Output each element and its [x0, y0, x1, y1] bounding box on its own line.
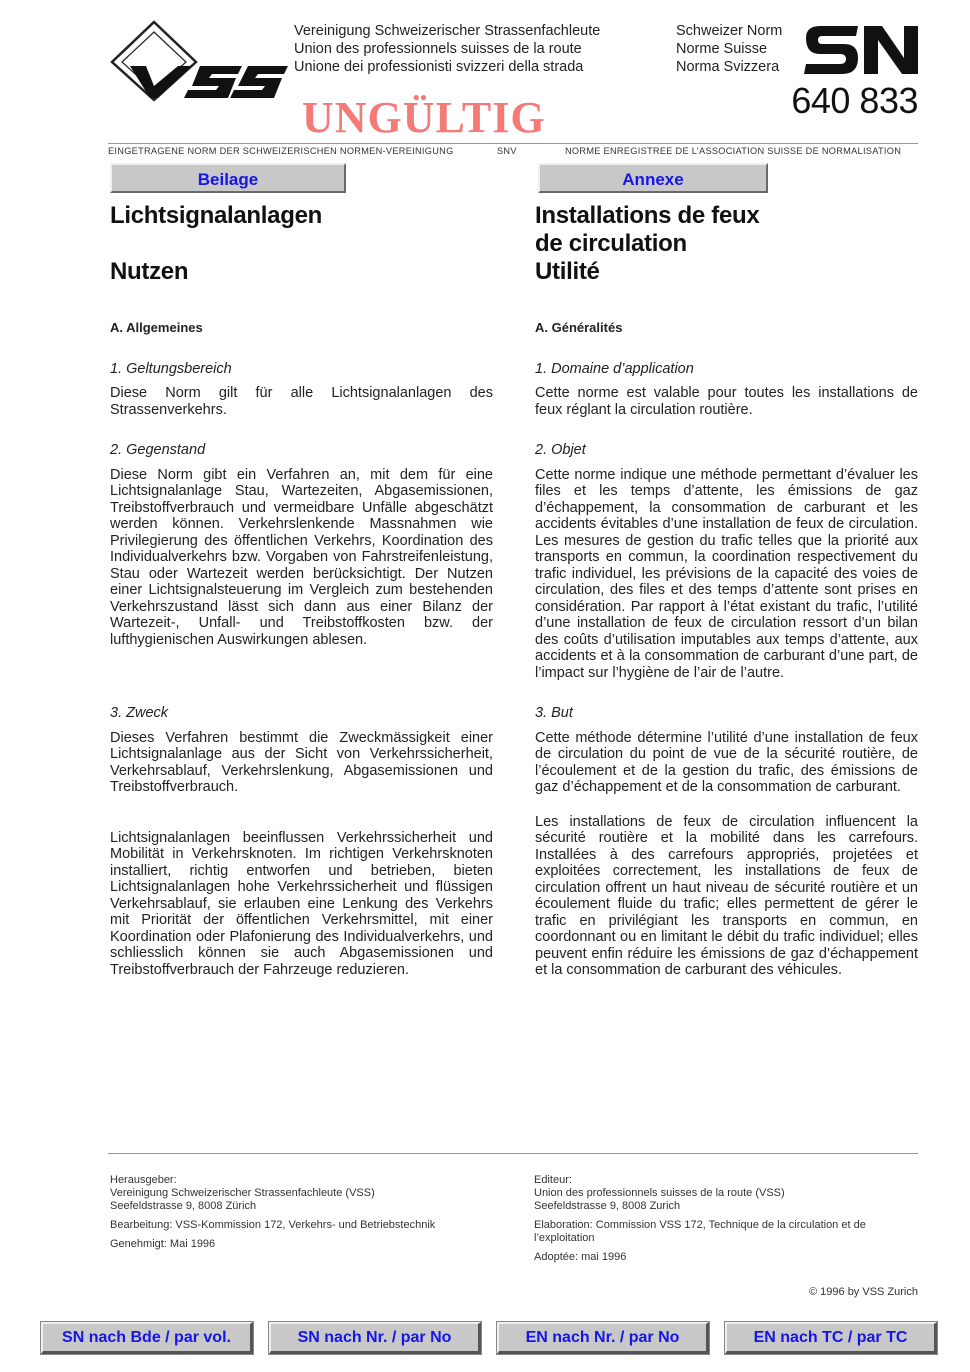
publisher-name: Vereinigung Schweizerischer Strassenfachleute (VSS)	[110, 1187, 375, 1199]
approval-date: Genehmigt: Mai 1996	[110, 1238, 216, 1250]
nav-en-by-number-button[interactable]: EN nach Nr. / par No	[497, 1322, 709, 1354]
norm-type-lines	[676, 22, 782, 76]
paragraph: Cette norme est valable pour toutes les installations de feux réglant la circulation routière.	[535, 385, 918, 418]
org-name-fr: Union des professionnels suisses de la route	[294, 41, 582, 57]
norm-type-fr: Norme Suisse	[676, 41, 768, 57]
vss-logo	[108, 20, 288, 102]
publisher-address: Seefeldstrasse 9, 8008 Zurich	[534, 1200, 681, 1212]
registered-note-snv: SNV	[497, 146, 517, 156]
paragraph: Cette norme indique une méthode permettant d’évaluer les files et les temps d’attente, les émissions de gaz d’échappement, la consommation de carburant et les accidents évitables d’une installation de feux de circulation. Les mesures de gestion du trafic telles que la priorité aux transports en commun, la coordination respectivement du trafic individuel, les prévisions de la capacité des voies de circulation, des files et des temps d’attente sont prises en considération. Par rapport à l’état existant du trafic, l’utilité d’une installation de feux de circulation ressort d’un bilan des coûts d’utilisation imputables aux temps d’attente, aux accidents et à la consommation de carburant d’une part, de l’impact sur l’hygiène de l’air de l’autre.	[535, 466, 918, 681]
subsection-heading: 1. Domaine d’application	[535, 360, 694, 377]
paragraph: Dieses Verfahren bestimmt die Zweckmässigkeit einer Lichtsignalanlage aus der Sicht von Verkehrssicherheit, Verkehrsablauf, Verkehrslenkung, Abgasemissionen und Treibstoffverbrauch.	[110, 729, 493, 795]
subsection-heading: 2. Gegenstand	[110, 442, 206, 458]
header-rule	[108, 143, 918, 144]
column-german	[110, 202, 493, 978]
sn-logo	[802, 24, 920, 76]
subsection-heading: 2. Objet	[535, 442, 586, 458]
editing-note: Elaboration: Commission VSS 172, Technique de la circulation et de l’exploitation	[534, 1219, 866, 1244]
norm-type-it: Norma Svizzera	[676, 59, 780, 75]
paragraph: Diese Norm gibt ein Verfahren an, mit dem für eine Lichtsignalanlage Stau, Wartezeiten, Abgasemissionen, Treibstoffverbrauch und vermeidbare Unfälle abgeschätzt werden können. Verkehrslenkende Massnahmen wie Privilegierung des öffentlichen Verkehrs, Koordination des Individualverkehrs bzw. Vorgaben von Fahrstreifenleistung, Stau oder Wartezeit werden berücksichtigt. Der Nutzen einer Lichtsignalsteuerung im Vergleich zum bestehenden Verkehrszustand lässt sich dann aus einer Bilanz der Wartezeit-, Unfall- und Treibstoffkosten bzw. der lufthygienischen Auswirkungen ablesen.	[110, 466, 493, 648]
document-title-de	[110, 202, 493, 286]
norm-type-de: Schweizer Norm	[676, 23, 783, 39]
invalid-stamp: UNGÜLTIG	[302, 93, 546, 142]
registered-note-de: EINGETRAGENE NORM DER SCHWEIZERISCHEN NORMEN-VEREINIGUNG	[108, 146, 454, 156]
paragraph: Cette méthode détermine l’utilité d’une installation de feux de circulation du point de vue de la sécurité routière, de l’écoulement et de la gestion du trafic, des émissions de gaz d’échappement et de la consommation de carburant.	[535, 729, 918, 795]
subsection-heading: 3. Zweck	[110, 705, 169, 721]
nav-sn-by-volume-button[interactable]: SN nach Bde / par vol.	[41, 1322, 253, 1354]
section-heading: A. Allgemeines	[110, 320, 203, 335]
footer-french	[534, 1174, 914, 1270]
org-name-it: Unione dei professionisti svizzeri della strada	[294, 59, 584, 75]
org-name-de: Vereinigung Schweizerischer Strassenfachleute	[294, 23, 601, 39]
document-title-fr	[535, 202, 918, 286]
label-beilage: Beilage	[110, 163, 346, 193]
title-line-3: Utilité	[535, 258, 600, 285]
publisher-label: Editeur:	[534, 1174, 572, 1186]
norm-number: 640 833	[791, 80, 918, 121]
publisher-label: Herausgeber:	[110, 1174, 177, 1186]
footer-rule	[108, 1153, 918, 1154]
approval-date: Adoptée: mai 1996	[534, 1251, 627, 1263]
paragraph: Les installations de feux de circulation influencent la sécurité routière et la mobilité dans les carrefours. Installées à des carrefours appropriés, projetées et exploitées correctement, les installations de feux de circulation offrent un haut niveau de sécurité routière et un écoulement fluide du trafic; elles permettent de gérer le trafic en privilégiant les transports en commun, en coordonnant ou en limitant le débit du trafic individuel; elles peuvent enfin réduire les émissions de gaz d’échappement et la consommation de carburant des véhicules.	[535, 813, 918, 978]
copyright: © 1996 by VSS Zurich	[809, 1286, 918, 1298]
section-heading: A. Généralités	[535, 320, 623, 335]
organisation-names	[294, 22, 600, 76]
paragraph: Lichtsignalanlagen beeinflussen Verkehrssicherheit und Mobilität in Verkehrsknoten. Im richtigen Verkehrsknoten installiert, richtig entworfen und betrieben, bieten Lichtsignalanlagen hohe Verkehrssicherheit und flüssigen Verkehrsablauf, sie erlauben eine Lenkung des Verkehrs mit Priorität der öffentlichen Verkehrsmittel, mit einer Koordination oder Plafonierung des Individualverkehrs, und schliesslich können sie auch Abgasemissionen und Treibstoffverbrauch der Fahrzeuge reduzieren.	[110, 829, 493, 978]
column-french	[535, 202, 918, 979]
nav-sn-by-number-button[interactable]: SN nach Nr. / par No	[269, 1322, 481, 1354]
subsection-heading: 3. But	[535, 705, 573, 721]
publisher-name: Union des professionnels suisses de la route (VSS)	[534, 1187, 785, 1199]
title-line-1: Lichtsignalanlagen	[110, 202, 322, 229]
paragraph: Diese Norm gilt für alle Lichtsignalanlagen des Strassenverkehrs.	[110, 385, 493, 418]
publisher-block	[534, 1174, 914, 1213]
title-line-3: Nutzen	[110, 258, 189, 285]
label-annexe: Annexe	[538, 163, 768, 193]
editing-note: Bearbeitung: VSS-Kommission 172, Verkehrs- und Betriebstechnik	[110, 1219, 436, 1231]
title-line-2: de circulation	[535, 230, 687, 257]
title-line-1: Installations de feux	[535, 202, 760, 229]
registered-note-fr: NORME ENREGISTREE DE L’ASSOCIATION SUISSE DE NORMALISATION	[565, 146, 902, 156]
nav-en-by-tc-button[interactable]: EN nach TC / par TC	[725, 1322, 937, 1354]
subsection-heading: 1. Geltungsbereich	[110, 360, 232, 377]
footer-german	[110, 1174, 490, 1257]
publisher-address: Seefeldstrasse 9, 8008 Zürich	[110, 1200, 257, 1212]
publisher-block	[110, 1174, 490, 1213]
